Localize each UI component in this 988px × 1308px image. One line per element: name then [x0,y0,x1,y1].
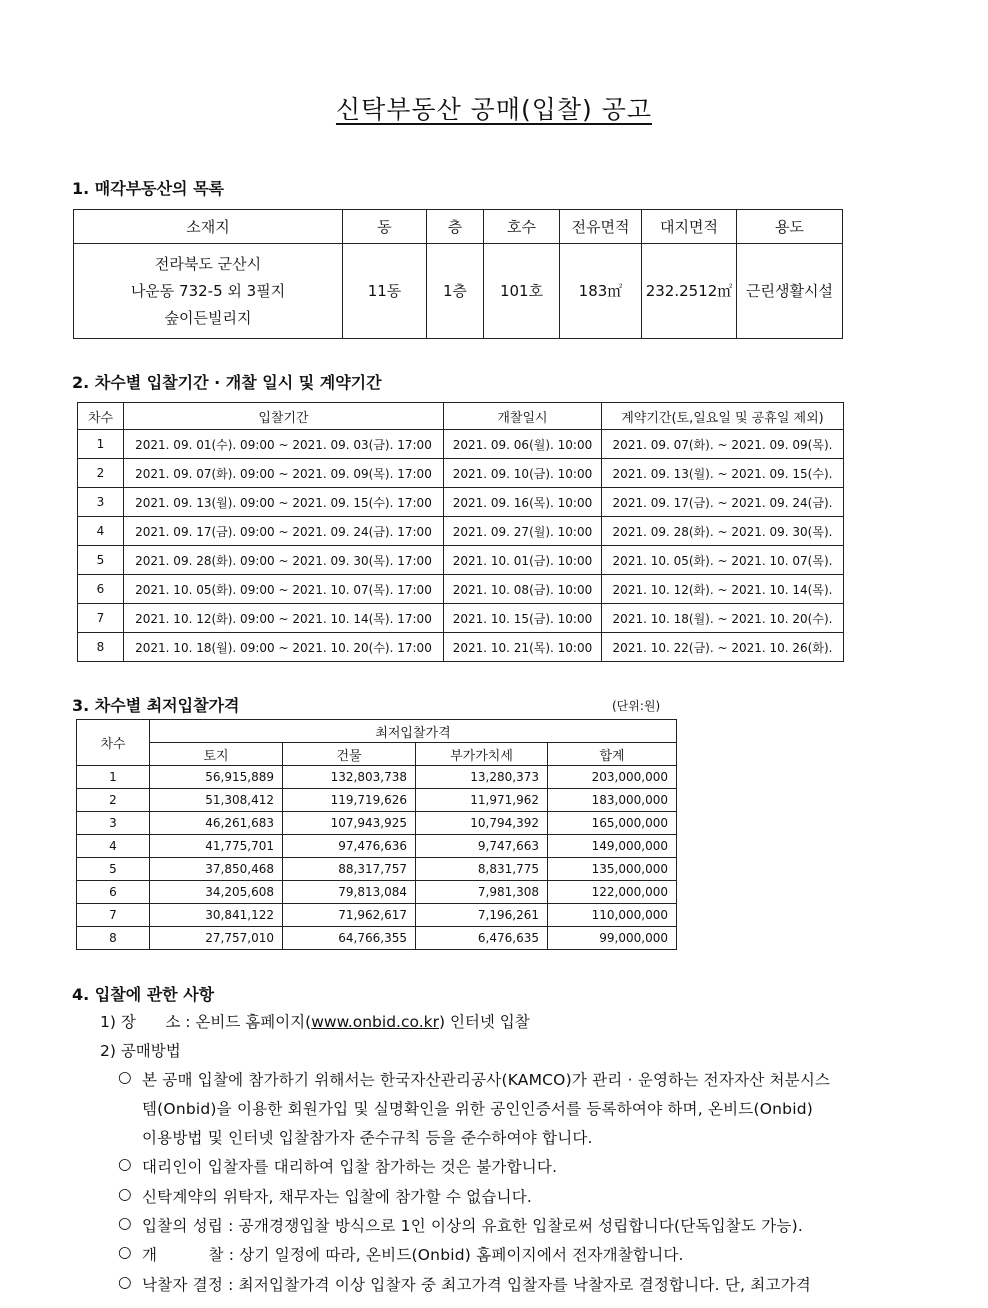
exclusive-area-cell: 183㎡ [560,244,642,339]
location-cell [74,244,343,339]
header-usage: 용도 [737,210,843,244]
header-vat: 부가가치세 [416,743,548,766]
opening-cell: 2021. 10. 21(목). 10:00 [444,633,602,662]
header-location: 소재지 [74,210,343,244]
building-price-cell: 88,317,757 [283,858,416,881]
bullet-text: 신탁계약의 위탁자, 채무자는 입찰에 참가할 수 없습니다. [142,1188,532,1206]
bullet-marker: ○ [118,1214,132,1232]
bid-location-prefix: 1) 장 소 : 온비드 홈페이지( [100,1013,312,1031]
table-row [78,575,844,604]
contract-period-cell: 2021. 09. 07(화). ~ 2021. 09. 09(목). [602,430,844,459]
opening-cell: 2021. 09. 10(금). 10:00 [444,459,602,488]
bullet-text-continued: 이용방법 및 인터넷 입찰참가자 준수규칙 등을 준수하여야 합니다. [142,1129,593,1147]
bid-period-cell: 2021. 10. 12(화). 09:00 ~ 2021. 10. 14(목). 17:00 [124,604,444,633]
table-row [77,812,677,835]
opening-cell: 2021. 10. 01(금). 10:00 [444,546,602,575]
table-row [78,517,844,546]
floor-cell: 1층 [427,244,484,339]
header-land-area: 대지면적 [642,210,737,244]
table-row [77,766,677,789]
bid-period-cell: 2021. 09. 07(화). 09:00 ~ 2021. 09. 09(목). 17:00 [124,459,444,488]
bid-period-cell: 2021. 09. 13(월). 09:00 ~ 2021. 09. 15(수). 17:00 [124,488,444,517]
round-cell: 7 [77,904,150,927]
bullet-marker: ○ [118,1155,132,1173]
header-building: 동 [343,210,427,244]
round-cell: 1 [78,430,124,459]
bullet-text: 개 찰 : 상기 일정에 따라, 온비드(Onbid) 홈페이지에서 전자개찰합니다. [142,1246,684,1264]
vat-cell: 6,476,635 [416,927,548,950]
bid-period-cell: 2021. 10. 18(월). 09:00 ~ 2021. 10. 20(수). 17:00 [124,633,444,662]
total-cell: 135,000,000 [548,858,677,881]
round-cell: 3 [78,488,124,517]
round-cell: 4 [78,517,124,546]
bullet-text: 낙찰자 결정 : 최저입찰가격 이상 입찰자 중 최고가격 입찰자를 낙찰자로 결정합니다. 단, 최고가격 [142,1276,811,1294]
table-row [77,904,677,927]
bullet-marker: ○ [118,1068,132,1086]
header-bid-period: 입찰기간 [124,403,444,430]
table-header-row [77,720,677,743]
contract-period-cell: 2021. 10. 22(금). ~ 2021. 10. 26(화). [602,633,844,662]
round-cell: 4 [77,835,150,858]
round-cell: 2 [78,459,124,488]
building-cell: 11동 [343,244,427,339]
property-list-table [73,209,843,339]
round-cell: 1 [77,766,150,789]
header-unit: 호수 [484,210,560,244]
land-price-cell: 46,261,683 [150,812,283,835]
table-row [78,430,844,459]
bid-location-suffix: ) 인터넷 입찰 [438,1013,530,1031]
total-cell: 203,000,000 [548,766,677,789]
unit-label: (단위:원) [612,699,661,713]
total-cell: 165,000,000 [548,812,677,835]
header-opening: 개찰일시 [444,403,602,430]
total-cell: 110,000,000 [548,904,677,927]
opening-cell: 2021. 09. 06(월). 10:00 [444,430,602,459]
round-cell: 2 [77,789,150,812]
vat-cell: 11,971,962 [416,789,548,812]
table-subheader-row [77,743,677,766]
section3-heading: 3. 차수별 최저입찰가격 [72,696,240,715]
header-exclusive-area: 전유면적 [560,210,642,244]
contract-period-cell: 2021. 10. 12(화). ~ 2021. 10. 14(목). [602,575,844,604]
header-floor: 층 [427,210,484,244]
land-price-cell: 37,850,468 [150,858,283,881]
schedule-table [77,402,844,662]
bullet-text: 본 공매 입찰에 참가하기 위해서는 한국자산관리공사(KAMCO)가 관리 · 운영하는 전자자산 처분시스 [142,1071,831,1089]
table-row [78,459,844,488]
min-price-table [76,719,677,950]
round-cell: 6 [78,575,124,604]
location-line: 숲이든빌리지 [164,308,252,327]
bullet-text: 입찰의 성립 : 공개경쟁입찰 방식으로 1인 이상의 유효한 입찰로써 성립합니다(단독입찰도 가능). [142,1217,803,1235]
round-cell: 5 [77,858,150,881]
vat-cell: 9,747,663 [416,835,548,858]
opening-cell: 2021. 09. 27(월). 10:00 [444,517,602,546]
header-contract-period: 계약기간(토,일요일 및 공휴일 제외) [602,403,844,430]
table-row [78,488,844,517]
vat-cell: 7,196,261 [416,904,548,927]
land-price-cell: 41,775,701 [150,835,283,858]
opening-cell: 2021. 10. 08(금). 10:00 [444,575,602,604]
contract-period-cell: 2021. 09. 28(화). ~ 2021. 09. 30(목). [602,517,844,546]
building-price-cell: 97,476,636 [283,835,416,858]
bullet-marker: ○ [118,1273,132,1291]
table-header-row [74,210,843,244]
page-title: 신탁부동산 공매(입찰) 공고 [335,95,653,124]
table-row [78,633,844,662]
round-cell: 8 [78,633,124,662]
building-price-cell: 119,719,626 [283,789,416,812]
contract-period-cell: 2021. 09. 13(월). ~ 2021. 09. 15(수). [602,459,844,488]
header-round: 차수 [77,720,150,766]
bid-period-cell: 2021. 09. 28(화). 09:00 ~ 2021. 09. 30(목). 17:00 [124,546,444,575]
building-price-cell: 79,813,084 [283,881,416,904]
table-row [78,604,844,633]
building-price-cell: 132,803,738 [283,766,416,789]
unit-cell: 101호 [484,244,560,339]
section4-heading: 4. 입찰에 관한 사항 [72,985,215,1004]
total-cell: 99,000,000 [548,927,677,950]
total-cell: 183,000,000 [548,789,677,812]
contract-period-cell: 2021. 09. 17(금). ~ 2021. 09. 24(금). [602,488,844,517]
land-price-cell: 34,205,608 [150,881,283,904]
header-land: 토지 [150,743,283,766]
onbid-link[interactable]: www.onbid.co.kr [311,1013,439,1031]
table-row [77,927,677,950]
land-price-cell: 27,757,010 [150,927,283,950]
bullet-marker: ○ [118,1185,132,1203]
section1-heading: 1. 매각부동산의 목록 [72,179,224,198]
bullet-text: 대리인이 입찰자를 대리하여 입찰 참가하는 것은 불가합니다. [142,1158,558,1176]
building-price-cell: 64,766,355 [283,927,416,950]
vat-cell: 7,981,308 [416,881,548,904]
land-price-cell: 30,841,122 [150,904,283,927]
table-row [74,244,843,339]
vat-cell: 13,280,373 [416,766,548,789]
usage-cell: 근린생활시설 [737,244,843,339]
round-cell: 7 [78,604,124,633]
round-cell: 6 [77,881,150,904]
round-cell: 8 [77,927,150,950]
table-row [77,858,677,881]
bid-period-cell: 2021. 10. 05(화). 09:00 ~ 2021. 10. 07(목). 17:00 [124,575,444,604]
building-price-cell: 71,962,617 [283,904,416,927]
land-price-cell: 51,308,412 [150,789,283,812]
land-area-cell: 232.2512㎡ [642,244,737,339]
bid-location-item [100,1010,530,1032]
table-row [78,546,844,575]
contract-period-cell: 2021. 10. 18(월). ~ 2021. 10. 20(수). [602,604,844,633]
header-min-price: 최저입찰가격 [150,720,677,743]
table-row [77,835,677,858]
round-cell: 3 [77,812,150,835]
total-cell: 149,000,000 [548,835,677,858]
header-total: 합계 [548,743,677,766]
location-line: 전라북도 군산시 [154,254,262,273]
contract-period-cell: 2021. 10. 05(화). ~ 2021. 10. 07(목). [602,546,844,575]
bullet-marker: ○ [118,1243,132,1261]
header-round: 차수 [78,403,124,430]
total-cell: 122,000,000 [548,881,677,904]
location-line: 나운동 732-5 외 3필지 [130,281,286,300]
opening-cell: 2021. 09. 16(목). 10:00 [444,488,602,517]
section2-heading: 2. 차수별 입찰기간 · 개찰 일시 및 계약기간 [72,373,382,392]
table-header-row [78,403,844,430]
table-row [77,789,677,812]
round-cell: 5 [78,546,124,575]
vat-cell: 10,794,392 [416,812,548,835]
table-row [77,881,677,904]
bullet-text-continued: 템(Onbid)을 이용한 회원가입 및 실명확인을 위한 공인인증서를 등록하여야 하며, 온비드(Onbid) [142,1100,813,1118]
bid-period-cell: 2021. 09. 17(금). 09:00 ~ 2021. 09. 24(금). 17:00 [124,517,444,546]
header-building: 건물 [283,743,416,766]
opening-cell: 2021. 10. 15(금). 10:00 [444,604,602,633]
sale-method-item: 2) 공매방법 [100,1042,181,1060]
land-price-cell: 56,915,889 [150,766,283,789]
vat-cell: 8,831,775 [416,858,548,881]
building-price-cell: 107,943,925 [283,812,416,835]
bid-period-cell: 2021. 09. 01(수). 09:00 ~ 2021. 09. 03(금). 17:00 [124,430,444,459]
